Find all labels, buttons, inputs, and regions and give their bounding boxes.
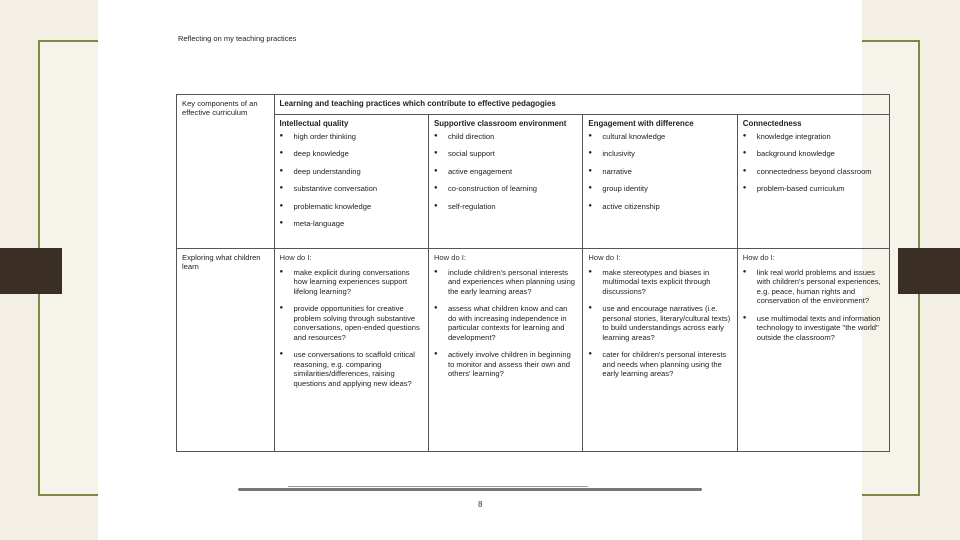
list-item: ● self-regulation [434, 202, 577, 211]
category-cell [274, 115, 428, 249]
category-cell [428, 115, 582, 249]
list-item: ● include children's personal interests and experiences when planning using the early learning areas? [434, 268, 577, 296]
category-name: Intellectual quality [279, 119, 349, 128]
list-item: ● connectedness beyond classroom [743, 167, 884, 176]
list-item: ● link real world problems and issues with children's personal experiences, e.g. peace, human rights and conservation of the environment? [743, 268, 884, 306]
category-cell [737, 115, 889, 249]
list-item: ● narrative [588, 167, 731, 176]
category-cell [583, 115, 737, 249]
list-item: ● problem-based curriculum [743, 184, 884, 193]
list-item: ● active engagement [434, 167, 577, 176]
list-item: ● deep knowledge [280, 149, 423, 158]
category-name: Engagement with difference [588, 119, 694, 128]
footer-divider-thin [288, 486, 588, 487]
how-do-label: How do I: [588, 253, 621, 262]
page-number: 8 [478, 500, 483, 509]
col1-header: Key components of an effective curriculum [177, 95, 275, 249]
list-item: ● meta-language [280, 219, 423, 228]
how-do-label: How do I: [742, 253, 775, 262]
row2-label: Exploring what children learn [177, 249, 275, 452]
list-item: ● inclusivity [588, 149, 731, 158]
document-page [98, 0, 881, 540]
left-decor-tab [0, 248, 62, 294]
list-item: ● provide opportunities for creative problem solving through substantive conversations, open-ended questions and resources? [280, 304, 423, 342]
how-do-label: How do I: [279, 253, 312, 262]
list-item: ● social support [434, 149, 577, 158]
list-item: ● cultural knowledge [588, 132, 731, 141]
list-item: ● active citizenship [588, 202, 731, 211]
list-item: ● use multimodal texts and information technology to investigate "the world" outside the classroom? [743, 314, 884, 342]
how-do-cell [583, 249, 737, 452]
list-item: ● substantive conversation [280, 184, 423, 193]
list-item: ● knowledge integration [743, 132, 884, 141]
list-item: ● background knowledge [743, 149, 884, 158]
how-do-cell [737, 249, 889, 452]
list-item: ● assess what children know and can do with increasing independence in particular contexts for learning and development? [434, 304, 577, 342]
list-item: ● problematic knowledge [280, 202, 423, 211]
list-item: ● actively involve children in beginning to monitor and assess their own and others' learning? [434, 350, 577, 378]
how-do-cell [428, 249, 582, 452]
list-item: ● child direction [434, 132, 577, 141]
right-decor-tab [898, 248, 960, 294]
list-item: ● co-construction of learning [434, 184, 577, 193]
list-item: ● use and encourage narratives (i.e. personal stories, literary/cultural texts) to build understandings across early learning areas? [588, 304, 731, 342]
footer-divider [238, 488, 702, 491]
category-name: Connectedness [742, 119, 802, 128]
practices-table [176, 94, 890, 452]
list-item: ● make explicit during conversations how learning experiences support lifelong learning? [280, 268, 423, 296]
list-item: ● use conversations to scaffold critical reasoning, e.g. comparing similarities/differences, raising questions and applying new ideas? [280, 350, 423, 388]
category-name: Supportive classroom environment [433, 119, 567, 128]
list-item: ● high order thinking [280, 132, 423, 141]
page-title: Reflecting on my teaching practices [178, 34, 297, 43]
list-item: ● group identity [588, 184, 731, 193]
list-item: ● deep understanding [280, 167, 423, 176]
list-item: ● cater for children's personal interests and needs when planning using the early learning areas? [588, 350, 731, 378]
how-do-label: How do I: [433, 253, 467, 262]
list-item: ● make stereotypes and biases in multimodal texts explicit through discussions? [588, 268, 731, 296]
main-header: Learning and teaching practices which contribute to effective pedagogies [274, 95, 889, 115]
how-do-cell [274, 249, 428, 452]
